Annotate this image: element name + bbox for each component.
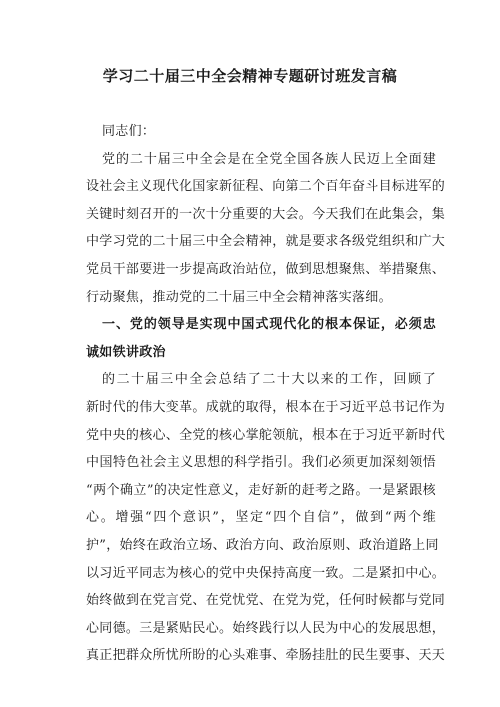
document-body bbox=[86, 118, 446, 670]
text-line: 心同德。三是紧贴民心。始终践行以人民为中心的发展思想， bbox=[86, 620, 446, 636]
section-heading-line: 一、党的领导是实现中国式现代化的根本保证，必须忠 bbox=[102, 317, 436, 333]
text-line: 以习近平同志为核心的党中央保持高度一致。二是紧扣中心。 bbox=[86, 565, 446, 581]
text-line: 始终做到在党言党、在党忧党、在党为党，任何时候都与党同 bbox=[86, 593, 446, 609]
text-line: “两个确立”的决定性意义，走好新的赶考之路。一是紧跟核 bbox=[86, 482, 436, 498]
section-heading-line: 诚如铁讲政治 bbox=[86, 344, 166, 360]
text-line: 党员干部要进一步提高政治站位，做到思想聚焦、举措聚焦、 bbox=[86, 261, 446, 277]
document-title: 学习二十届三中全会精神专题研讨班发言稿 bbox=[102, 67, 398, 85]
text-line: 行动聚焦，推动党的二十届三中全会精神落实落细。 bbox=[86, 289, 392, 305]
text-line: 新时代的伟大变革。成就的取得，根本在于习近平总书记作为 bbox=[86, 399, 446, 415]
text-line: 中学习党的二十届三中全会精神，就是要求各级党组织和广大 bbox=[86, 234, 446, 250]
text-line: 关键时刻召开的一次十分重要的大会。今天我们在此集会，集 bbox=[86, 206, 446, 222]
text-line: 党中央的核心、全党的核心掌舵领航，根本在于习近平新时代 bbox=[86, 427, 446, 443]
text-line: 护”，始终在政治立场、政治方向、政治原则、政治道路上同 bbox=[86, 537, 439, 553]
paragraph-lines bbox=[86, 146, 446, 670]
text-line: 中国特色社会主义思想的科学指引。我们必须更加深刻领悟 bbox=[86, 455, 436, 471]
salutation: 同志们： bbox=[102, 124, 156, 139]
text-line: 心。增强“四个意识”，坚定“四个自信”，做到“两个维 bbox=[86, 510, 436, 526]
text-line: 真正把群众所忧所盼的心头难事、牵肠挂肚的民生要事、天天 bbox=[86, 648, 446, 664]
text-line: 党的二十届三中全会是在全党全国各族人民迈上全面建 bbox=[102, 151, 436, 167]
text-line: 的二十届三中全会总结了二十大以来的工作，回顾了 bbox=[102, 372, 436, 388]
text-line: 设社会主义现代化国家新征程、向第二个百年奋斗目标进军的 bbox=[86, 179, 446, 195]
